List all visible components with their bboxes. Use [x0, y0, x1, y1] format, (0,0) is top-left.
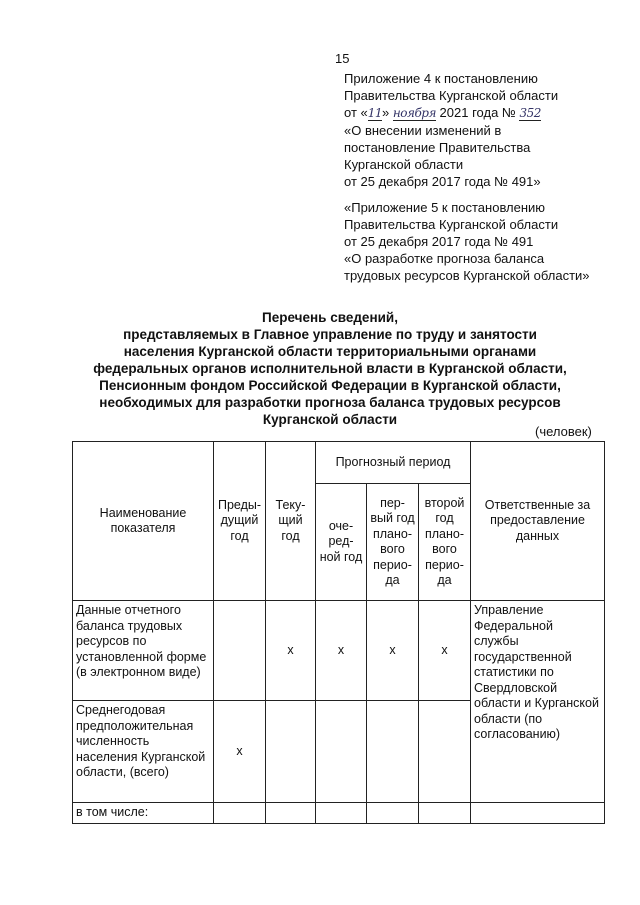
annex-5-line-2: Правительства Курганской области — [344, 217, 559, 232]
annex-4-header — [344, 70, 634, 190]
handwritten-day: 11 — [367, 106, 383, 120]
cell-previous-year: x — [214, 701, 266, 803]
cell-responsible — [471, 803, 605, 824]
data-table — [72, 441, 605, 824]
annex-5-line-5: трудовых ресурсов Курганской области» — [344, 268, 590, 283]
row-indicator: в том числе: — [73, 803, 214, 824]
header-forecast-period: Прогнозный период — [316, 442, 471, 484]
cell-first-plan-year — [367, 803, 419, 824]
date-quote-close: » — [382, 105, 390, 120]
date-prefix: от « — [344, 105, 368, 120]
header-previous-year: Преды-дущий год — [214, 442, 266, 601]
annex-5-header — [344, 199, 634, 284]
title-line: Пенсионным фондом Российской Федерации в Курганской области, — [99, 378, 561, 393]
cell-second-plan-year — [419, 701, 471, 803]
title-line: населения Курганской области территориальными органами — [123, 344, 537, 359]
cell-current-year — [266, 803, 316, 824]
header-second-plan-year: второй год плано-вого перио-да — [419, 484, 471, 601]
header-next-year: оче-ред-ной год — [316, 484, 367, 601]
annex-4-line-2: Правительства Курганской области — [344, 88, 559, 103]
annex-4-line-7: от 25 декабря 2017 года № 491» — [344, 174, 541, 189]
cell-current-year: x — [266, 601, 316, 701]
cell-previous-year — [214, 601, 266, 701]
cell-first-plan-year — [367, 701, 419, 803]
annex-4-date-line — [344, 104, 634, 122]
header-current-year: Теку-щий год — [266, 442, 316, 601]
header-first-plan-year: пер-вый год плано-вого перио-да — [367, 484, 419, 601]
cell-second-plan-year: x — [419, 601, 471, 701]
annex-5-line-1: «Приложение 5 к постановлению — [344, 200, 546, 215]
annex-4-line-5: постановление Правительства — [344, 140, 531, 155]
cell-first-plan-year: x — [367, 601, 419, 701]
cell-previous-year — [214, 803, 266, 824]
annex-5-line-4: «О разработке прогноза баланса — [344, 251, 545, 266]
title-line: Перечень сведений, — [262, 310, 398, 325]
cell-current-year — [266, 701, 316, 803]
unit-label: (человек) — [535, 424, 592, 439]
annex-4-line-1: Приложение 4 к постановлению — [344, 71, 538, 86]
header-indicator: Наименование показателя — [73, 442, 214, 601]
cell-next-year: x — [316, 601, 367, 701]
document-title — [60, 309, 600, 428]
year-text: 2021 года № — [439, 105, 516, 120]
title-line: необходимых для разработки прогноза баланса трудовых ресурсов — [99, 395, 561, 410]
table-row — [73, 601, 605, 701]
row-indicator: Среднегодовая предположительная численность населения Курганской области, (всего) — [73, 701, 214, 803]
header-responsible: Ответственные за предоставление данных — [471, 442, 605, 601]
title-line: федеральных органов исполнительной власти в Курганской области, — [93, 361, 567, 376]
handwritten-month: ноября — [392, 106, 436, 120]
cell-responsible: Управление Федеральной службы государственной статистики по Свердловской области и Курганской области (по согласованию) — [471, 601, 605, 803]
table-row — [73, 803, 605, 824]
cell-next-year — [316, 701, 367, 803]
annex-5-line-3: от 25 декабря 2017 года № 491 — [344, 234, 534, 249]
title-line: Курганской области — [262, 412, 398, 427]
annex-4-line-6: Курганской области — [344, 157, 464, 172]
title-line: представляемых в Главное управление по труду и занятости — [123, 327, 537, 342]
row-indicator: Данные отчетного баланса трудовых ресурсов по установленной форме (в электронном виде) — [73, 601, 214, 701]
cell-second-plan-year — [419, 803, 471, 824]
annex-4-line-4: «О внесении изменений в — [344, 123, 502, 138]
handwritten-number: 352 — [519, 106, 541, 120]
page-number: 15 — [335, 51, 350, 66]
cell-next-year — [316, 803, 367, 824]
